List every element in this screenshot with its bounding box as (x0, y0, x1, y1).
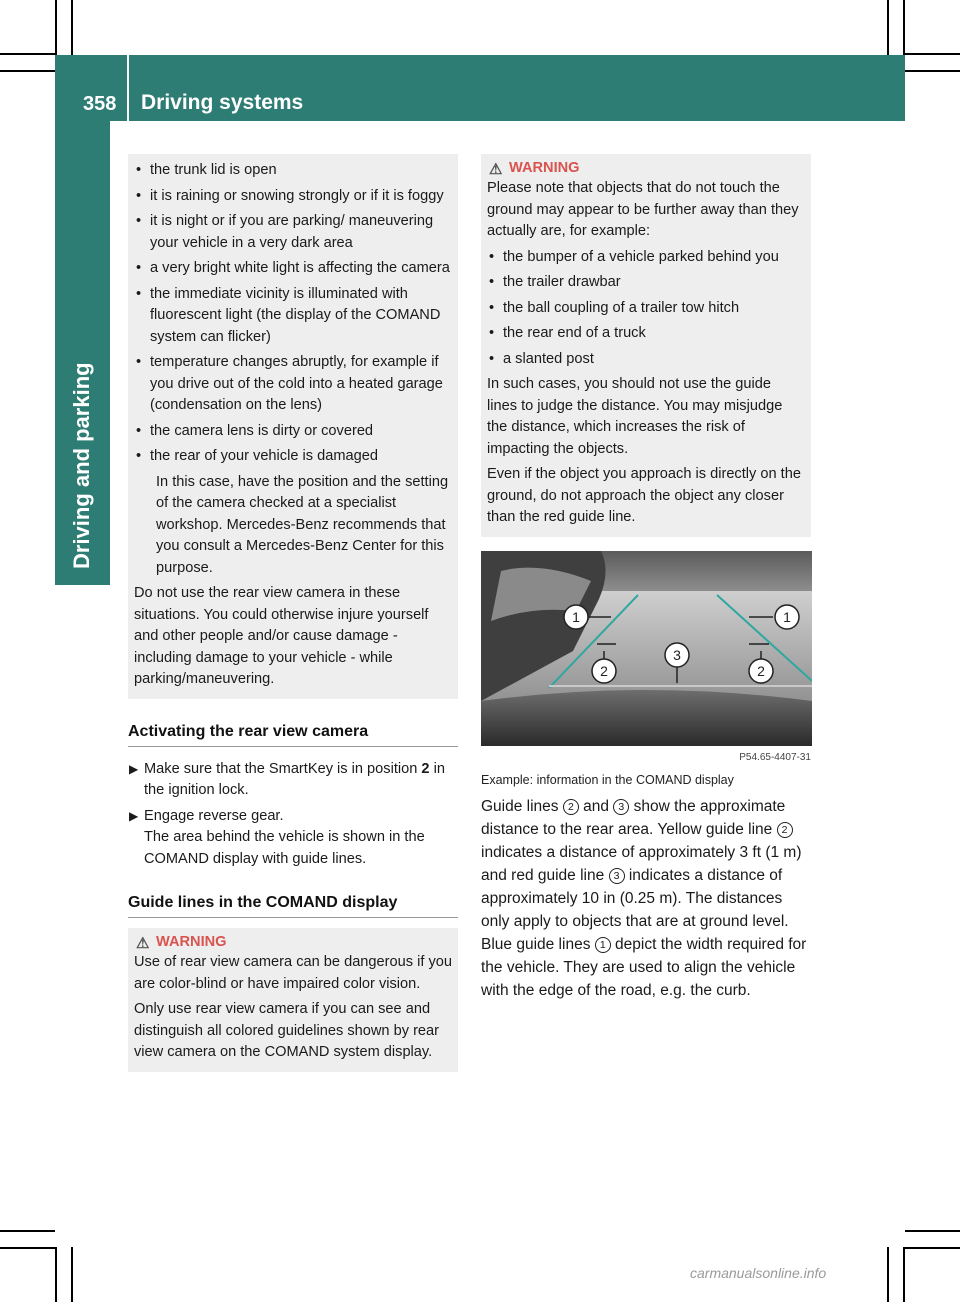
list-item: • a very bright white light is affecting the camera (134, 258, 452, 280)
warning-text: Only use rear view camera if you can see and distinguish all colored guidelines shown by rear view camera on the COMAND system display. (134, 1001, 440, 1060)
crop-mark (905, 1230, 960, 1232)
crop-mark (887, 1247, 889, 1302)
warning-triangle-icon: ⚠ (489, 161, 503, 178)
callout-2-icon: 2 (563, 799, 579, 815)
heading-activating: Activating the rear view camera (128, 723, 458, 747)
page-header (55, 55, 905, 121)
crop-mark (905, 53, 960, 55)
workshop-note: In this case, have the position and the setting of the camera checked at a specialist workshop. Mercedes-Benz recommends that you consult a Mercedes-Benz Center for this purpose. (156, 473, 449, 576)
left-column (128, 154, 458, 1072)
page-title: Driving systems (141, 91, 304, 114)
bullet-icon: • (136, 285, 142, 302)
warning-text: Even if the object you approach is directly on the ground, do not approach the object any closer than the red guide line. (487, 466, 801, 525)
list-item: • it is night or if you are parking/ maneuvering your vehicle in a very dark area (136, 213, 434, 251)
usage-caution: Do not use the rear view camera in these situations. You could otherwise injure yourself and other people and/or cause damage - including damage to your vehicle - while parking/maneuvering. (134, 585, 429, 687)
conditions-box (128, 154, 458, 699)
list-item: • temperature changes abruptly, for example if you drive out of the cold into a heated garage (condensation on the lens) (136, 354, 443, 413)
crop-mark (0, 53, 57, 55)
step-item: ▶ Engage reverse gear. The area behind the vehicle is shown in the COMAND display with guide lines. (129, 807, 425, 867)
figure-code: P54.65-4407-31 (739, 751, 811, 763)
warning-title: ⚠ WARNING (489, 160, 580, 178)
crop-mark (903, 0, 905, 55)
crop-mark (71, 1247, 73, 1302)
step-arrow-icon: ▶ (129, 808, 139, 823)
list-item: • the immediate vicinity is illuminated with fluorescent light (the display of the COMAND system can flicker) (136, 285, 441, 345)
list-item: • it is raining or snowing strongly or if it is foggy (134, 186, 452, 208)
crop-mark (55, 1247, 57, 1302)
rear-camera-figure (481, 551, 812, 746)
list-item: • the ball coupling of a trailer tow hitch (487, 298, 805, 320)
step-item: ▶ Make sure that the SmartKey is in position 2 in the ignition lock. (129, 760, 445, 798)
bullet-icon: • (136, 162, 142, 178)
bullet-icon: • (136, 213, 142, 229)
right-column (481, 154, 811, 1002)
crop-mark (905, 70, 960, 72)
list-item: • the camera lens is dirty or covered (134, 421, 452, 443)
list-item: • the rear end of a truck (487, 323, 805, 345)
heading-guide-lines: Guide lines in the COMAND display (128, 894, 458, 918)
list-item: • the rear of your vehicle is damaged (134, 446, 452, 468)
list-item: • the trailer drawbar (487, 272, 805, 294)
warning-text: In such cases, you should not use the guide lines to judge the distance. You may misjudge the distance, which increases the risk of impacting the objects. (487, 376, 783, 457)
crop-mark (903, 1247, 905, 1302)
crop-mark (887, 0, 889, 55)
page-number: 358 (83, 93, 117, 115)
bullet-icon: • (489, 325, 495, 341)
callout-label: 1 (783, 608, 791, 625)
crop-mark (71, 0, 73, 55)
guide-lines-description: Guide lines 2 and 3 show the approximate distance to the rear area. Yellow guide line 2 indicates a distance of approximately 3 ft (1 m) and red guide line 3 indicates a distance of approximately 10 in (0.25 m). The distances only apply to objects that are at ground level. Blue guide lines 1 depict the width required for the vehicle. They are used to align the vehicle with the edge of the road, e.g. the curb. (481, 797, 807, 999)
image-bumper (481, 690, 812, 746)
bullet-icon: • (136, 260, 142, 276)
list-item: • the bumper of a vehicle parked behind you (487, 247, 805, 269)
warning-title: ⚠ WARNING (136, 934, 227, 952)
side-tab (55, 121, 110, 585)
callout-label: 3 (673, 646, 681, 663)
bullet-icon: • (136, 187, 142, 204)
header-separator (127, 55, 129, 121)
warning-box-colorblind (128, 928, 458, 1072)
bullet-icon: • (136, 422, 142, 439)
warning-text: Please note that objects that do not touch the ground may appear to be further away than they actually are, for example: (487, 180, 799, 239)
callout-1-icon: 1 (595, 937, 611, 953)
callout-label: 2 (600, 662, 608, 679)
crop-mark (55, 0, 57, 55)
callout-3-icon: 3 (613, 799, 629, 815)
crop-mark (0, 1230, 55, 1232)
bullet-icon: • (489, 299, 495, 316)
side-tab-label: Driving and parking (69, 362, 94, 569)
crop-mark (905, 1247, 960, 1249)
bullet-icon: • (489, 274, 495, 290)
bullet-icon: • (136, 448, 142, 464)
list-item: • the trunk lid is open (134, 160, 452, 182)
callout-label: 2 (757, 662, 765, 679)
warning-box-distance (481, 154, 811, 537)
warning-text: Use of rear view camera can be dangerous if you are color-blind or have impaired color vision. (134, 954, 452, 992)
callout-3-icon: 3 (609, 868, 625, 884)
figure-caption: Example: information in the COMAND display (481, 772, 734, 787)
crop-mark (0, 70, 55, 72)
rear-camera-image (481, 551, 812, 746)
list-item: • a slanted post (487, 349, 805, 371)
crop-mark (0, 1247, 57, 1249)
watermark: carmanualsonline.info (690, 1265, 827, 1281)
callout-label: 1 (572, 608, 580, 625)
step-arrow-icon: ▶ (129, 761, 139, 776)
callout-2-icon: 2 (777, 822, 793, 838)
bullet-icon: • (489, 248, 495, 265)
bullet-icon: • (136, 354, 142, 370)
warning-triangle-icon: ⚠ (136, 935, 150, 952)
bullet-icon: • (489, 350, 495, 367)
